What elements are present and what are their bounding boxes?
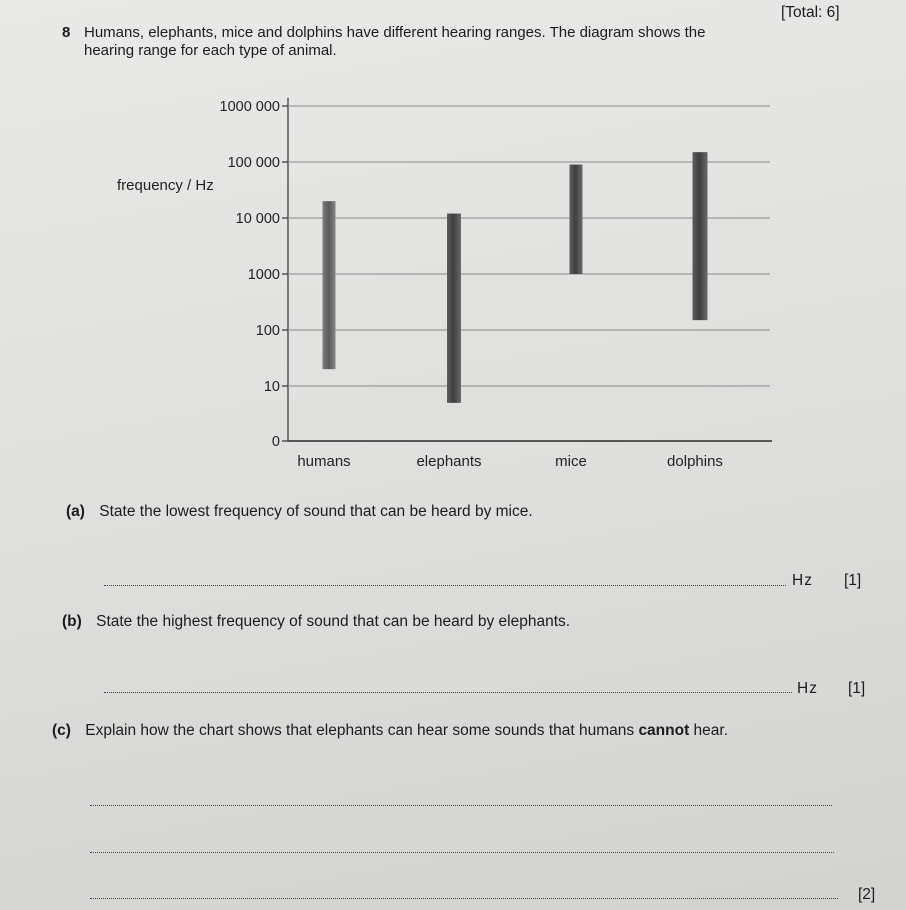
answer-line-b[interactable] bbox=[104, 692, 792, 693]
unit-b: Hz bbox=[797, 680, 818, 697]
range-bar-dolphins bbox=[693, 152, 708, 320]
unit-a: Hz bbox=[792, 572, 813, 589]
part-c-text-bold: cannot bbox=[638, 722, 690, 739]
part-c bbox=[52, 722, 728, 740]
part-b-label: (b) bbox=[62, 613, 82, 630]
part-b bbox=[62, 613, 570, 631]
answer-line-c3[interactable] bbox=[90, 898, 838, 899]
question-intro-line-2: hearing range for each type of animal. bbox=[84, 42, 337, 59]
y-tick-label: 1000 bbox=[247, 267, 280, 283]
category-label-humans: humans bbox=[297, 453, 351, 470]
marks-c: [2] bbox=[858, 886, 876, 903]
part-c-text-after: hear. bbox=[689, 722, 729, 739]
y-tick-label: 0 bbox=[271, 434, 280, 450]
part-b-text: State the highest frequency of sound that can be heard by elephants. bbox=[96, 613, 571, 630]
question-intro-line-1: Humans, elephants, mice and dolphins have different hearing ranges. The diagram shows the bbox=[84, 24, 706, 41]
y-tick-label: 10 bbox=[263, 379, 280, 395]
category-label-dolphins: dolphins bbox=[667, 453, 723, 470]
y-tick-label: 1000 000 bbox=[219, 99, 280, 115]
answer-line-a[interactable] bbox=[104, 585, 786, 586]
marks-a: [1] bbox=[844, 572, 862, 589]
part-c-label: (c) bbox=[52, 722, 71, 739]
range-bar-elephants bbox=[447, 214, 461, 403]
part-c-text-before: Explain how the chart shows that elephants can hear some sounds that humans bbox=[85, 722, 639, 739]
part-a-text: State the lowest frequency of sound that can be heard by mice. bbox=[99, 503, 533, 520]
part-a-label: (a) bbox=[66, 503, 85, 520]
part-a bbox=[66, 503, 533, 521]
range-bar-humans bbox=[323, 201, 336, 369]
y-tick-label: 100 000 bbox=[227, 155, 280, 171]
answer-line-c2[interactable] bbox=[90, 852, 834, 853]
y-tick-label: 10 000 bbox=[235, 211, 280, 227]
y-tick-label: 100 bbox=[255, 323, 280, 339]
marks-b: [1] bbox=[848, 680, 866, 697]
question-number: 8 bbox=[62, 24, 71, 41]
answer-line-c1[interactable] bbox=[90, 805, 832, 806]
category-label-mice: mice bbox=[555, 453, 587, 470]
total-marks: [Total: 6] bbox=[781, 4, 840, 21]
range-bar-mice bbox=[570, 165, 583, 274]
y-axis-label: frequency / Hz bbox=[117, 177, 214, 194]
category-label-elephants: elephants bbox=[416, 453, 482, 470]
